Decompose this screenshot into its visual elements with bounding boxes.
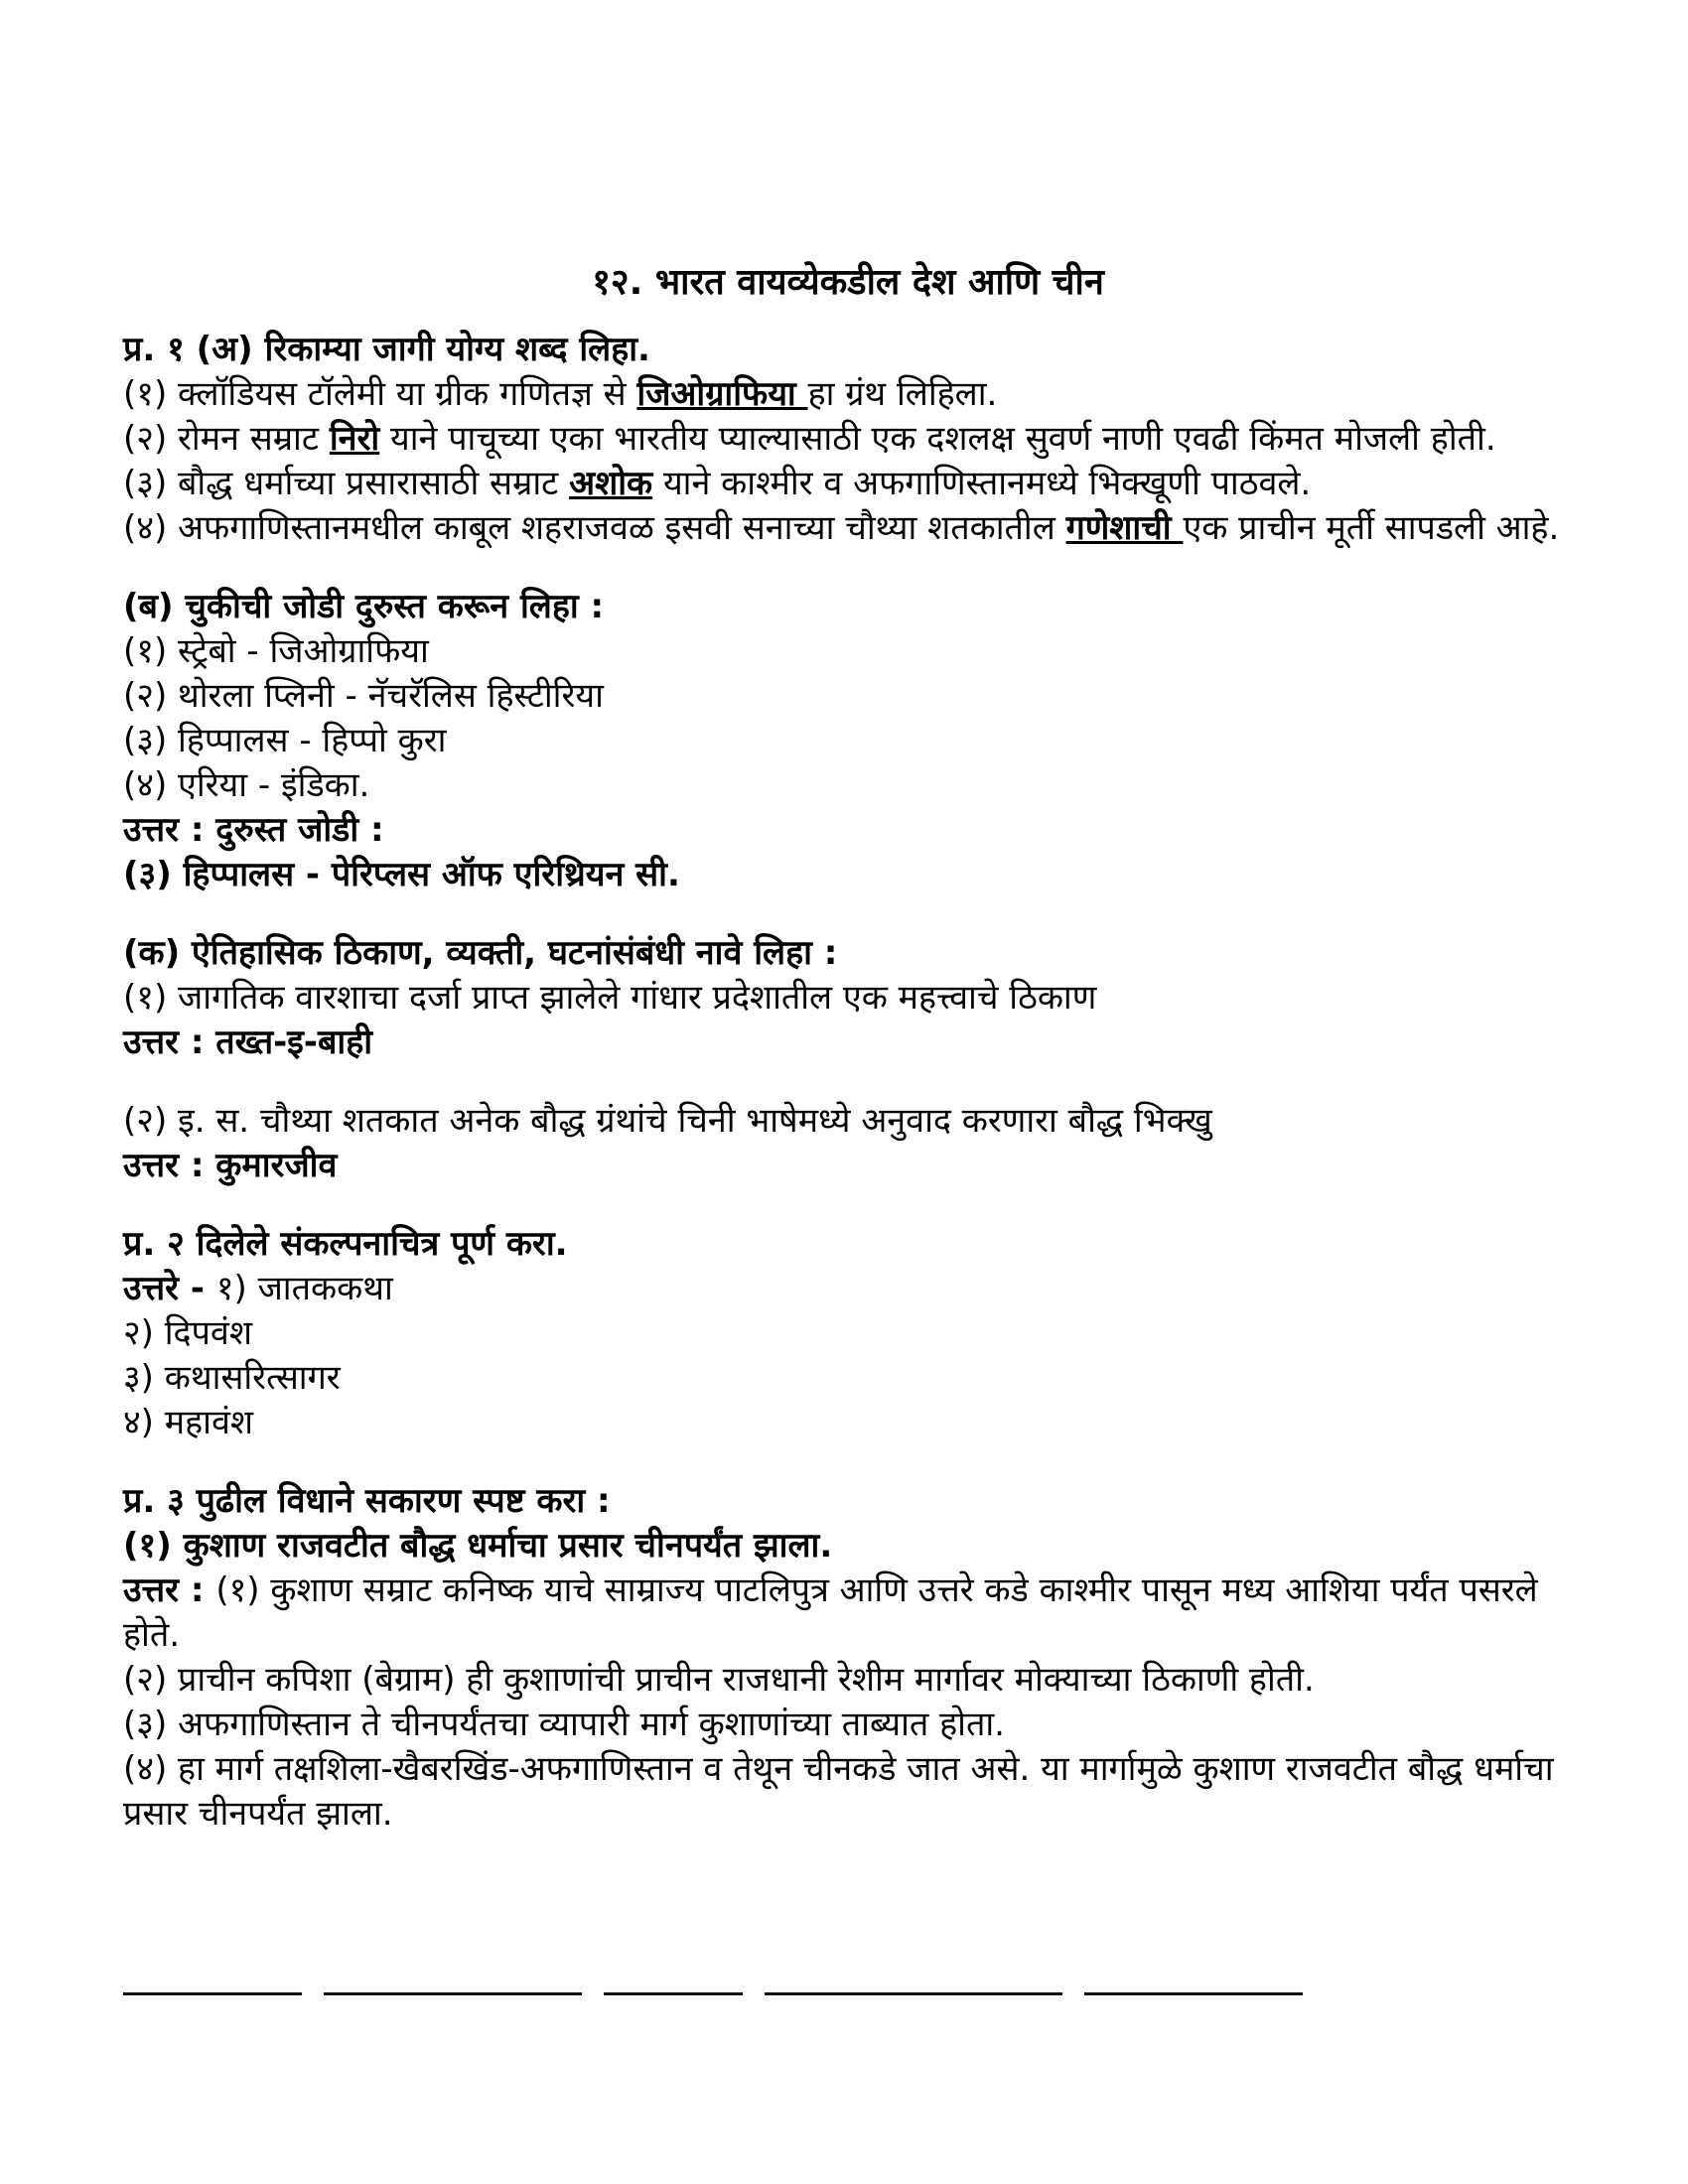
q1c-question-2: (२) इ. स. चौथ्या शतकात अनेक बौद्ध ग्रंथांचे चिनी भाषेमध्ये अनुवाद करणारा बौद्ध भिक्खु [123,1101,1212,1141]
q1-item-4-rest: एक प्राचीन मूर्ती सापडली आहे. [1183,508,1560,548]
q1-item-1-rest: हा ग्रंथ लिहिला. [807,374,998,414]
q3-point-4: (४) हा मार्ग तक्षशिला-खैबरखिंड-अफगाणिस्तान व तेथून चीनकडे जात असे. या मार्गामुळे कुशाण राजवटीत बौद्ध धर्माचा प्रसार चीनपर्यंत झाला. [123,1749,1554,1834]
q1-item-4-answer: गणेशाची [1065,508,1184,548]
q1b-heading: (ब) चुकीची जोडी दुरुस्त करून लिहा : [123,587,605,626]
q1-item-2 [123,417,1573,462]
q3-answer-label: उत्तर : [123,1570,216,1610]
q1-item-1-answer: जिओग्राफिया [636,374,808,414]
q2-item-4: ४) महावंश [123,1403,253,1442]
q2-item-1 [123,1267,1573,1311]
q1-heading: प्र. १ (अ) रिकाम्या जागी योग्य शब्द लिहा. [123,330,650,369]
q1b-item-1: (१) स्ट्रेबो - जिओग्राफिया [123,631,429,671]
q1-item-1 [123,372,1573,417]
q1-item-4-text: (४) अफगाणिस्तानमधील काबूल शहराजवळ इसवी सनाच्या चौथ्या शतकातील [123,508,1066,548]
q1-item-2-answer: निरो [329,419,380,459]
q1b-answer: (३) हिप्पालस - पेरिप्लस ऑफ एरिथ्रियन सी. [123,855,680,894]
q1b-item-2: (२) थोरला प्लिनी - नॅचरॅलिस हिस्टीरिया [123,676,604,716]
q3-point-1 [123,1569,1573,1658]
q1-item-4 [123,506,1573,551]
q1b-item-3: (३) हिप्पालस - हिप्पो कुरा [123,721,447,760]
document-body [123,258,1573,1837]
q1-item-1-text: (१) क्लॉडियस टॉलेमी या ग्रीक गणितज्ञ से [123,374,637,414]
q1c-answer-1: उत्तर : तख्त-इ-बाही [123,1023,373,1062]
q1c-question-1: (१) जागतिक वारशाचा दर्जा प्राप्त झालेले गांधार प्रदेशातील एक महत्त्वाचे ठिकाण [123,978,1097,1018]
q1-item-3-answer: अशोक [569,464,653,503]
cropped-next-line [123,1983,1573,1995]
q1-item-3 [123,462,1573,506]
q3-sub-heading: (१) कुशाण राजवटीत बौद्ध धर्माचा प्रसार चीनपर्यंत झाला. [123,1526,833,1566]
q1-item-3-rest: याने काश्मीर व अफगाणिस्तानमध्ये भिक्खूणी पाठवले. [652,464,1312,503]
q3-point-1-text: (१) कुशाण सम्राट कनिष्क याचे साम्राज्य पाटलिपुत्र आणि उत्तरे कडे काश्मीर पासून मध्य आशिया पर्यंत पसरले होते. [123,1570,1538,1655]
q1-item-3-text: (३) बौद्ध धर्माच्या प्रसारासाठी सम्राट [123,464,570,503]
page-title: १२. भारत वायव्येकडील देश आणि चीन [592,262,1104,303]
q2-item-1-text: १) जातककथा [215,1269,393,1308]
q2-heading: प्र. २ दिलेले संकल्पनाचित्र पूर्ण करा. [123,1224,568,1264]
q1b-item-4: (४) एरिया - इंडिका. [123,765,370,805]
q2-answer-label: उत्तरे - [123,1269,216,1308]
q2-item-2: २) दिपवंश [123,1313,252,1353]
q3-point-3: (३) अफगाणिस्तान ते चीनपर्यंतचा व्यापारी मार्ग कुशाणांच्या ताब्यात होता. [123,1705,1005,1744]
q1c-answer-2: उत्तर : कुमारजीव [123,1146,338,1185]
q1-item-2-rest: याने पाचूच्या एका भारतीय प्याल्यासाठी एक दशलक्ष सुवर्ण नाणी एवढी किंमत मोजली होती. [379,419,1496,459]
q2-item-3: ३) कथासरित्सागर [123,1358,341,1398]
q1-item-2-text: (२) रोमन सम्राट [123,419,330,459]
q1c-heading: (क) ऐतिहासिक ठिकाण, व्यक्ती, घटनांसंबंधी नावे लिहा : [123,933,838,973]
q3-heading: प्र. ३ पुढील विधाने सकारण स्पष्ट करा : [123,1481,611,1521]
q1b-answer-label: उत्तर : दुरुस्त जोडी : [123,810,384,850]
q3-point-2: (२) प्राचीन कपिशा (बेग्राम) ही कुशाणांची प्राचीन राजधानी रेशीम मार्गावर मोक्याच्या ठिकाणी होती. [123,1660,1315,1700]
